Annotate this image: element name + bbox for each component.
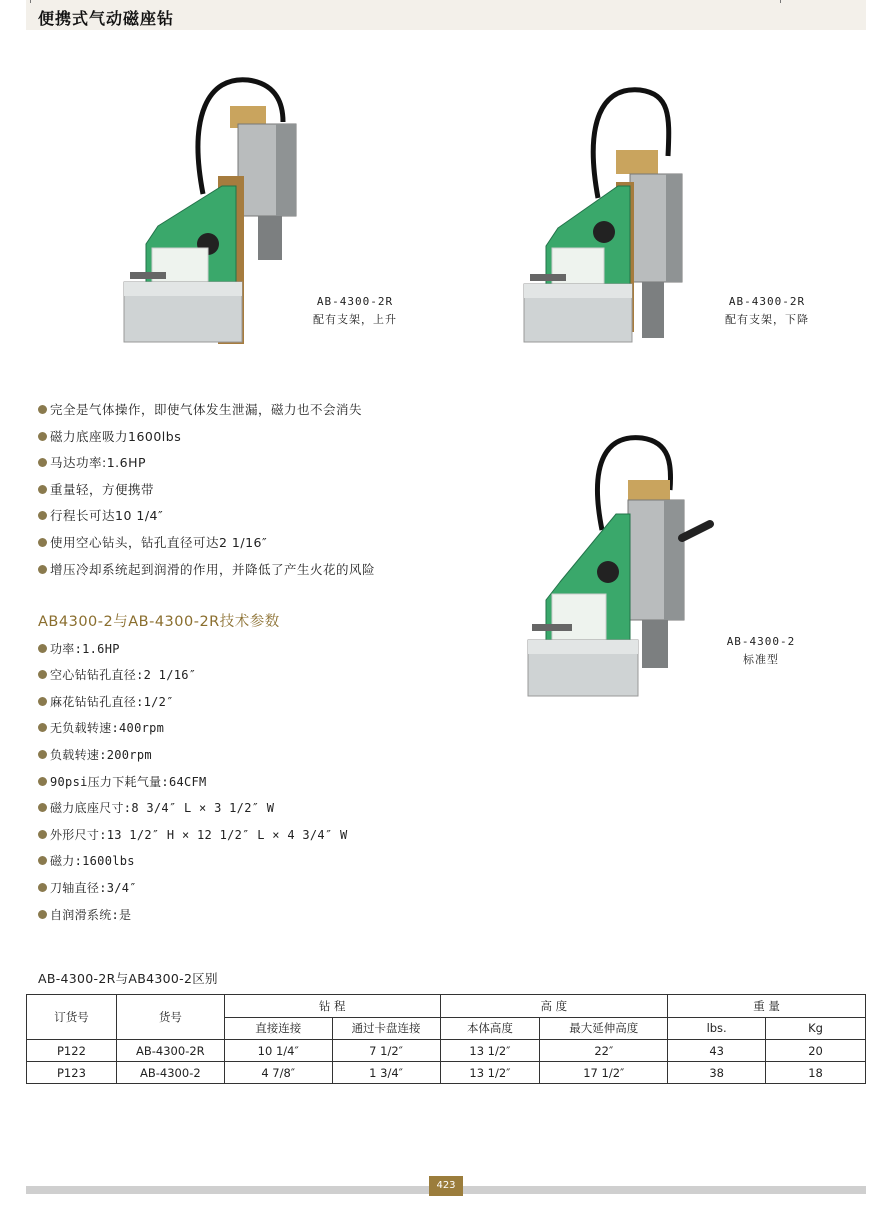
spec-item: 外形尺寸:13 1/2″ H × 12 1/2″ L × 4 3/4″ W	[38, 826, 348, 843]
bullet-icon	[38, 485, 47, 494]
bullet-icon	[38, 565, 47, 574]
feature-item: 增压冷却系统起到润滑的作用，并降低了产生火花的风险	[38, 560, 375, 578]
product-desc: 配有支架，下降	[725, 313, 809, 326]
page-number: 423	[429, 1176, 463, 1196]
feature-item: 磁力底座吸力1600lbs	[38, 427, 181, 445]
drill-image-lowered	[520, 86, 690, 348]
table-row	[27, 1062, 866, 1084]
bullet-icon	[38, 670, 47, 679]
bullet-icon	[38, 697, 47, 706]
table-cell: 4 7/8″	[224, 1062, 332, 1084]
table-cell: 1 3/4″	[332, 1062, 440, 1084]
header-height: 高 度	[440, 995, 668, 1018]
spec-item: 90psi压力下耗气量:64CFM	[38, 773, 207, 790]
drill-image-standard	[524, 434, 720, 700]
table-header-row	[27, 995, 866, 1018]
bullet-icon	[38, 458, 47, 467]
table-cell: P122	[27, 1040, 117, 1062]
bullet-icon	[38, 803, 47, 812]
header-max-height: 最大延伸高度	[540, 1017, 668, 1040]
table-cell: 17 1/2″	[540, 1062, 668, 1084]
table-cell: P123	[27, 1062, 117, 1084]
bullet-icon	[38, 538, 47, 547]
table-cell: 7 1/2″	[332, 1040, 440, 1062]
table-cell: AB-4300-2R	[116, 1040, 224, 1062]
bullet-icon	[38, 432, 47, 441]
bullet-icon	[38, 883, 47, 892]
product-caption-raised	[290, 293, 420, 329]
crop-mark	[30, 0, 31, 3]
spec-item: 麻花钻钻孔直径:1/2″	[38, 693, 174, 710]
table-cell: 18	[766, 1062, 866, 1084]
feature-item: 使用空心钻头，钻孔直径可达2 1/16″	[38, 533, 267, 551]
table-cell: 13 1/2″	[440, 1062, 540, 1084]
table-row	[27, 1040, 866, 1062]
header-kg: Kg	[766, 1017, 866, 1040]
spec-item: 自润滑系统:是	[38, 906, 131, 923]
table-cell: 43	[668, 1040, 766, 1062]
bullet-icon	[38, 750, 47, 759]
header-chuck: 通过卡盘连接	[332, 1017, 440, 1040]
spec-heading: AB4300-2与AB-4300-2R技术参数	[38, 614, 280, 630]
bullet-icon	[38, 723, 47, 732]
drill-image-raised	[118, 76, 303, 344]
product-caption-standard	[696, 633, 826, 669]
header-order-no: 订货号	[27, 995, 117, 1040]
bullet-icon	[38, 830, 47, 839]
product-model: AB-4300-2	[726, 635, 796, 648]
bullet-icon	[38, 910, 47, 919]
product-caption-lowered	[702, 293, 832, 329]
product-model: AB-4300-2R	[728, 295, 806, 308]
spec-item: 磁力:1600lbs	[38, 852, 135, 869]
feature-item: 完全是气体操作，即使气体发生泄漏，磁力也不会消失	[38, 400, 362, 418]
header-lbs: lbs.	[668, 1017, 766, 1040]
bullet-icon	[38, 777, 47, 786]
table-cell: 10 1/4″	[224, 1040, 332, 1062]
bullet-icon	[38, 405, 47, 414]
table-cell: 38	[668, 1062, 766, 1084]
spec-item: 空心钻钻孔直径:2 1/16″	[38, 666, 196, 683]
product-model: AB-4300-2R	[316, 295, 394, 308]
feature-item: 马达功率:1.6HP	[38, 453, 146, 471]
table-cell: AB-4300-2	[116, 1062, 224, 1084]
product-desc: 标准型	[743, 653, 779, 666]
spec-item: 负载转速:200rpm	[38, 746, 152, 763]
table-cell: 13 1/2″	[440, 1040, 540, 1062]
bullet-icon	[38, 511, 47, 520]
spec-item: 无负载转速:400rpm	[38, 719, 164, 736]
feature-item: 重量轻，方便携带	[38, 480, 154, 498]
spec-item: 功率:1.6HP	[38, 640, 120, 657]
comparison-table	[26, 994, 866, 1084]
header-body-height: 本体高度	[440, 1017, 540, 1040]
header-item-no: 货号	[116, 995, 224, 1040]
page-title: 便携式气动磁座钻	[38, 9, 175, 28]
spec-item: 刀轴直径:3/4″	[38, 879, 137, 896]
table-cell: 20	[766, 1040, 866, 1062]
header-stroke: 钻 程	[224, 995, 440, 1018]
feature-item: 行程长可达10 1/4″	[38, 506, 163, 524]
header-weight: 重 量	[668, 995, 866, 1018]
table-heading: AB-4300-2R与AB4300-2区别	[38, 971, 218, 986]
product-desc: 配有支架，上升	[313, 313, 397, 326]
header-direct: 直接连接	[224, 1017, 332, 1040]
bullet-icon	[38, 856, 47, 865]
table-cell: 22″	[540, 1040, 668, 1062]
crop-mark	[780, 0, 781, 3]
bullet-icon	[38, 644, 47, 653]
spec-item: 磁力底座尺寸:8 3/4″ L × 3 1/2″ W	[38, 799, 274, 816]
